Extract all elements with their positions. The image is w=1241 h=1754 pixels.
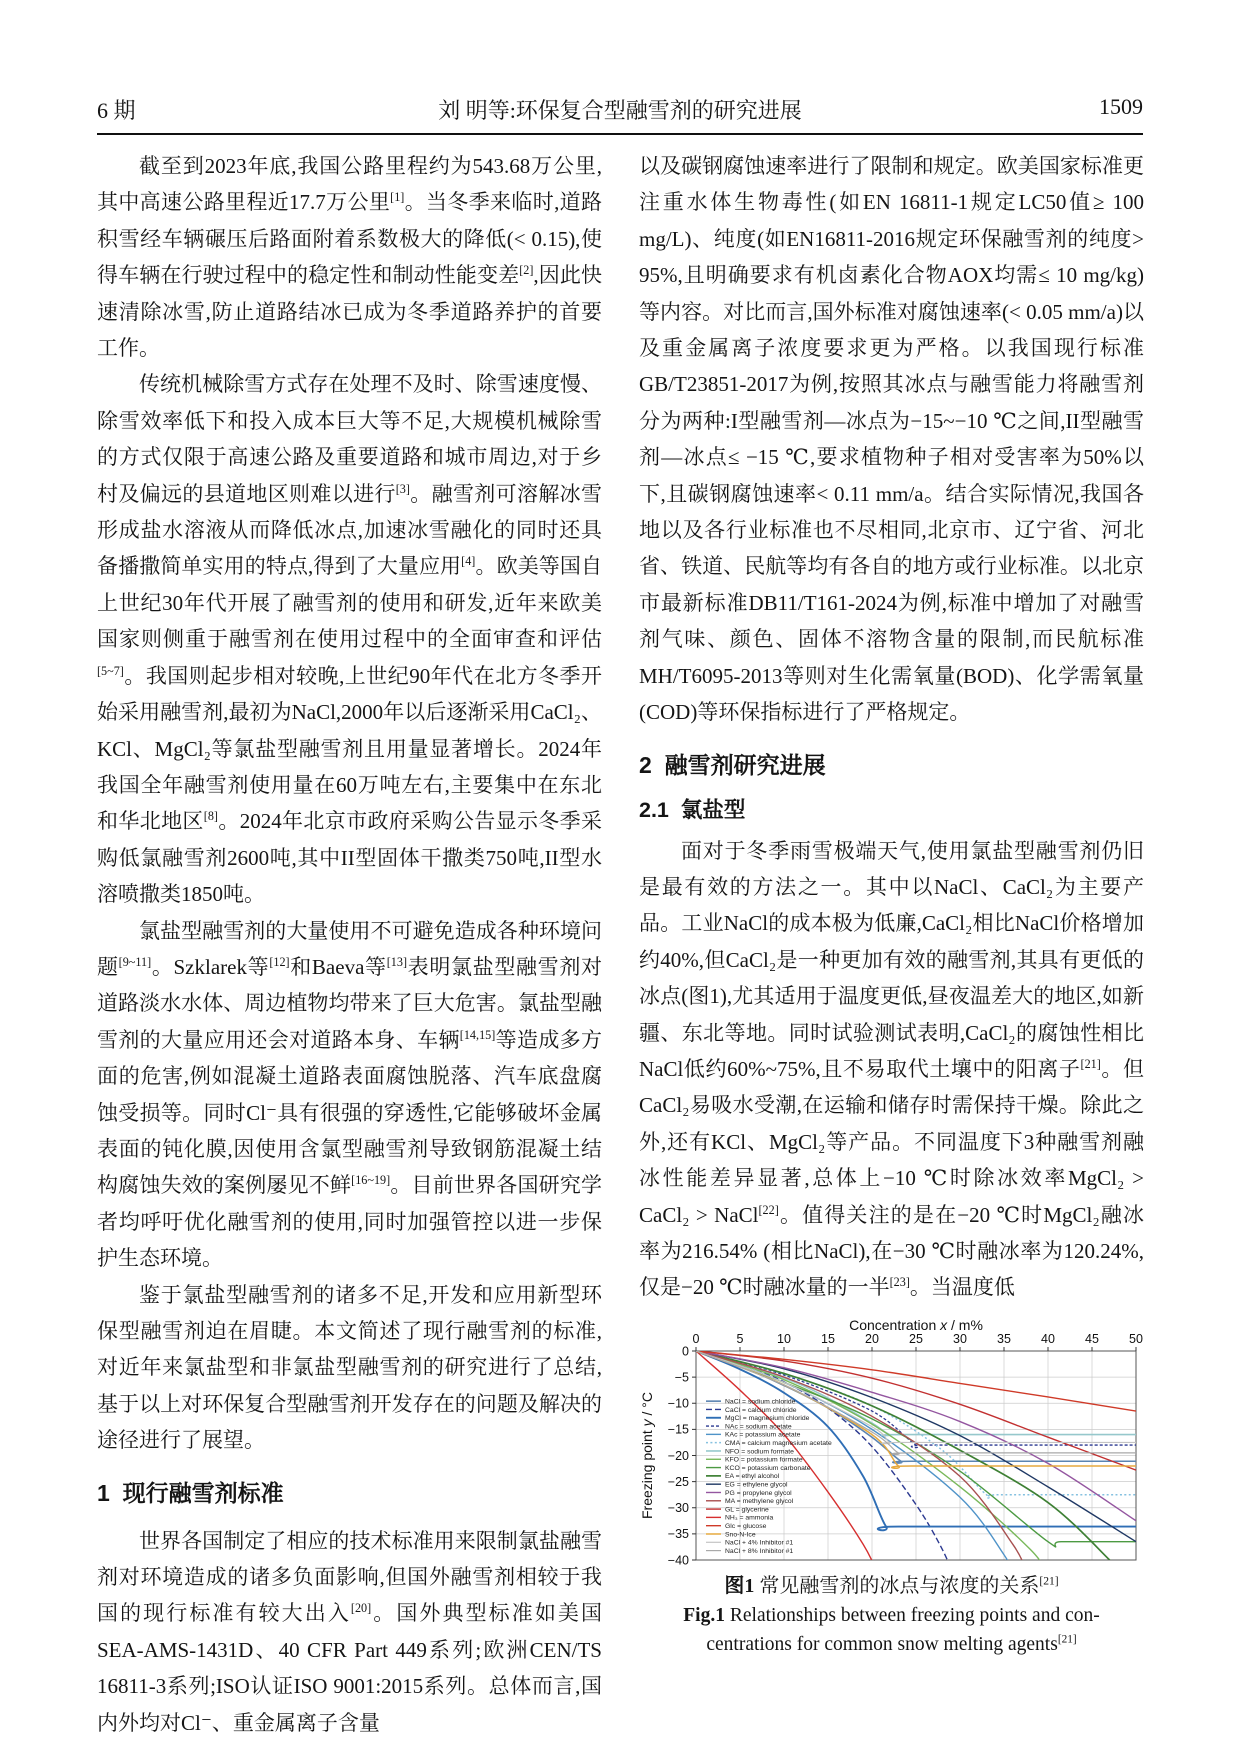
svg-text:25: 25 — [909, 1331, 923, 1346]
svg-text:35: 35 — [997, 1331, 1011, 1346]
svg-text:NAc = sodium acetate: NAc = sodium acetate — [725, 1423, 792, 1431]
page-header — [97, 94, 1143, 126]
svg-text:NaCl + 4% Inhibitor #1: NaCl + 4% Inhibitor #1 — [725, 1539, 794, 1547]
svg-text:45: 45 — [1085, 1331, 1099, 1346]
paragraph: 鉴于氯盐型融雪剂的诸多不足,开发和应用新型环保型融雪剂迫在眉睫。本文简述了现行融雪剂的标准,对近年来氯盐型和非氯盐型融雪剂的研究进行了总结,基于以上对环保复合型融雪剂开发存在的问题及解决的途径进行了展望。 — [97, 1282, 602, 1453]
svg-text:−40: −40 — [667, 1553, 689, 1566]
svg-text:−30: −30 — [667, 1500, 689, 1515]
svg-text:KFO = potassium formate: KFO = potassium formate — [725, 1456, 803, 1464]
svg-text:NaCl = sodium chloride: NaCl = sodium chloride — [725, 1398, 796, 1406]
running-title: 刘 明等:环保复合型融雪剂的研究进展 — [438, 98, 802, 123]
svg-text:NaCl + 8% Inhibitor #1: NaCl + 8% Inhibitor #1 — [725, 1547, 794, 1555]
svg-text:−35: −35 — [667, 1526, 689, 1541]
svg-text:CaCl = calcium chloride: CaCl = calcium chloride — [725, 1406, 797, 1414]
paragraph: 截至到2023年底,我国公路里程约为543.68万公里,其中高速公路里程近17.7万公里[1]。当冬季来临时,道路积雪经车辆碾压后路面附着系数极大的降低(< 0.15),使得车辆在行驶过程中的稳定性和制动性能变差[2],因此快速清除冰雪,防止道路结冰已成为冬季道路养护的首要工作。 — [97, 154, 603, 361]
section-heading: 2 融雪剂研究进展 — [639, 751, 826, 778]
svg-text:GL = glycerine: GL = glycerine — [725, 1506, 769, 1514]
svg-text:NFO = sodium formate: NFO = sodium formate — [725, 1448, 794, 1456]
svg-text:MA = methylene glycol: MA = methylene glycol — [725, 1497, 794, 1505]
svg-text:−10: −10 — [667, 1396, 689, 1411]
svg-text:−15: −15 — [667, 1422, 689, 1437]
svg-text:10: 10 — [777, 1331, 791, 1346]
svg-text:KAc = potassium acetate: KAc = potassium acetate — [725, 1431, 801, 1439]
svg-text:EG = ethylene glycol: EG = ethylene glycol — [725, 1481, 788, 1489]
paragraph: 传统机械除雪方式存在处理不及时、除雪速度慢、除雪效率低下和投入成本巨大等不足,大规模机械除雪的方式仅限于高速公路及重要道路和城市周边,对于乡村及偏远的县道地区则难以进行[3]。融雪剂可溶解冰雪形成盐水溶液从而降低冰点,加速冰雪融化的同时还具备播撒简单实用的特点,得到了大量应用[4]。欧美等国自上世纪30年代开展了融雪剂的使用和研发,近年来欧美国家则侧重于融雪剂在使用过程中的全面审查和评估[5~7]。我国则起步相对较晚,上世纪90年代在北方冬季开始采用融雪剂,最初为NaCl,2000年以后逐渐采用CaCl₂、KCl、MgCl₂等氯盐型融雪剂且用量显著增长。2024年我国全年融雪剂使用量在60万吨左右,主要集中在东北和华北地区[8]。2024年北京市政府采购公告显示冬季采购低氯融雪剂2600吨,其中II型固体干撒类750吨,II型水溶喷撒类1850吨。 — [97, 372, 603, 907]
paragraph: 以及碳钢腐蚀速率进行了限制和规定。欧美国家标准更注重水体生物毒性(如EN 16811-1规定LC50值≥ 100 mg/L)、纯度(如EN16811-2016规定环保融雪剂的纯度> 95%,且明确要求有机卤素化合物AOX均需≤ 10 mg/kg)等内容。对比而言,国外标准对腐蚀速率(< 0.05 mm/a)以及重金属离子浓度要求更为严格。以我国现行标准GB/T23851-2017为例,按照其冰点与融雪能力将融雪剂分为两种:I型融雪剂—冰点为−15~−10 ℃之间,II型融雪剂—冰点≤ −15 ℃,要求植物种子相对受害率为50%以下,且碳钢腐蚀速率< 0.11 mm/a。结合实际情况,我国各地以及各行业标准也不尽相同,北京市、辽宁省、河北省、铁道、民航等均有各自的地方或行业标准。以北京市最新标准DB11/T161-2024为例,标准中增加了对融雪剂气味、颜色、固体不溶物含量的限制,而民航标准MH/T6095-2013等则对生化需氧量(BOD)、化学需氧量(COD)等环保指标进行了严格规定。 — [639, 154, 1144, 725]
paragraph: 氯盐型融雪剂的大量使用不可避免造成各种环境问题[9~11]。Szklarek等[12]和Baeva等[13]表明氯盐型融雪剂对道路淡水水体、周边植物均带来了巨大危害。氯盐型融雪剂的大量应用还会对道路本身、车辆[14,15]等造成多方面的危害,例如混凝土道路表面腐蚀脱落、汽车底盘腐蚀受损等。同时Cl⁻具有很强的穿透性,它能够破坏金属表面的钝化膜,因使用含氯型融雪剂导致钢筋混凝土结构腐蚀失效的案例屡见不鲜[16~19]。目前世界各国研究学者均呼吁优化融雪剂的使用,同时加强管控以进一步保护生态环境。 — [97, 918, 603, 1271]
right-column-text — [639, 148, 1144, 1306]
paragraph: 世界各国制定了相应的技术标准用来限制氯盐融雪剂对环境造成的诸多负面影响,但国外融雪剂相较于我国的现行标准有较大出入[20]。国外典型标准如美国SEA-AMS-1431D、40 CFR Part 449系列;欧洲CEN/TS 16811-3系列;ISO认证ISO 9001:2015系列。总体而言,国内外均对Cl⁻、重金属离子含量 — [97, 1528, 603, 1735]
svg-text:5: 5 — [736, 1331, 744, 1346]
svg-text:EA = ethyl alcohol: EA = ethyl alcohol — [725, 1472, 780, 1480]
svg-text:40: 40 — [1041, 1331, 1055, 1346]
left-column — [97, 148, 602, 1741]
svg-text:15: 15 — [821, 1331, 835, 1346]
svg-text:PG = propylene glycol: PG = propylene glycol — [725, 1489, 792, 1497]
svg-text:MgCl = magnesium chloride: MgCl = magnesium chloride — [725, 1414, 810, 1422]
svg-text:Glc = glucose: Glc = glucose — [725, 1522, 767, 1530]
svg-text:50: 50 — [1129, 1331, 1143, 1346]
figure-1 — [639, 1318, 1144, 1659]
svg-text:Freezing point y / °C: Freezing point y / °C — [639, 1391, 655, 1519]
figure-caption-en: Fig.1 Relationships between freezing points and con- centrations for common snow melting agents[21] — [683, 1604, 1100, 1655]
svg-text:−25: −25 — [667, 1474, 689, 1489]
svg-text:Sno-N-Ice: Sno-N-Ice — [725, 1531, 756, 1539]
svg-text:KCO = potassium carbonate: KCO = potassium carbonate — [725, 1464, 811, 1472]
paragraph: 面对于冬季雨雪极端天气,使用氯盐型融雪剂仍旧是最有效的方法之一。其中以NaCl、CaCl₂为主要产品。工业NaCl的成本极为低廉,CaCl₂相比NaCl价格增加约40%,但CaCl₂是一种更加有效的融雪剂,其具有更低的冰点(图1),尤其适用于温度更低,昼夜温差大的地区,如新疆、东北等地。同时试验测试表明,CaCl₂的腐蚀性相比NaCl低约60%~75%,且不易取代土壤中的阳离子[21]。但CaCl₂易吸水受潮,在运输和储存时需保持干燥。除此之外,还有KCl、MgCl₂等产品。不同温度下3种融雪剂融冰性能差异显著,总体上−10 ℃时除冰效率MgCl₂ > CaCl₂ > NaCl[22]。值得关注的是在−20 ℃时MgCl₂融冰率为216.54% (相比NaCl),在−30 ℃时融冰率为120.24%,仅是−20 ℃时融冰量的一半[23]。当温度低 — [639, 838, 1144, 1300]
svg-text:20: 20 — [865, 1331, 879, 1346]
figure-caption-cn: 图1 常见融雪剂的冰点与浓度的关系[21] — [724, 1574, 1059, 1597]
svg-text:CMA = calcium magnesium acetat: CMA = calcium magnesium acetate — [725, 1439, 832, 1447]
svg-text:NH₃ = ammonia: NH₃ = ammonia — [725, 1514, 774, 1522]
svg-text:Concentration x / m%: Concentration x / m% — [849, 1317, 983, 1333]
freezing-point-chart — [639, 1318, 1144, 1566]
svg-text:0: 0 — [692, 1331, 700, 1346]
header-rule — [97, 133, 1143, 135]
svg-text:−5: −5 — [674, 1370, 689, 1385]
section-heading: 1 现行融雪剂标准 — [97, 1479, 284, 1506]
svg-text:0: 0 — [682, 1344, 689, 1359]
svg-text:−20: −20 — [667, 1448, 689, 1463]
section-heading: 2.1 氯盐型 — [639, 797, 746, 822]
svg-text:30: 30 — [953, 1331, 967, 1346]
right-column — [639, 148, 1144, 1659]
page-number: 1509 — [1099, 94, 1143, 119]
journal-issue: 6 期 — [97, 98, 136, 123]
